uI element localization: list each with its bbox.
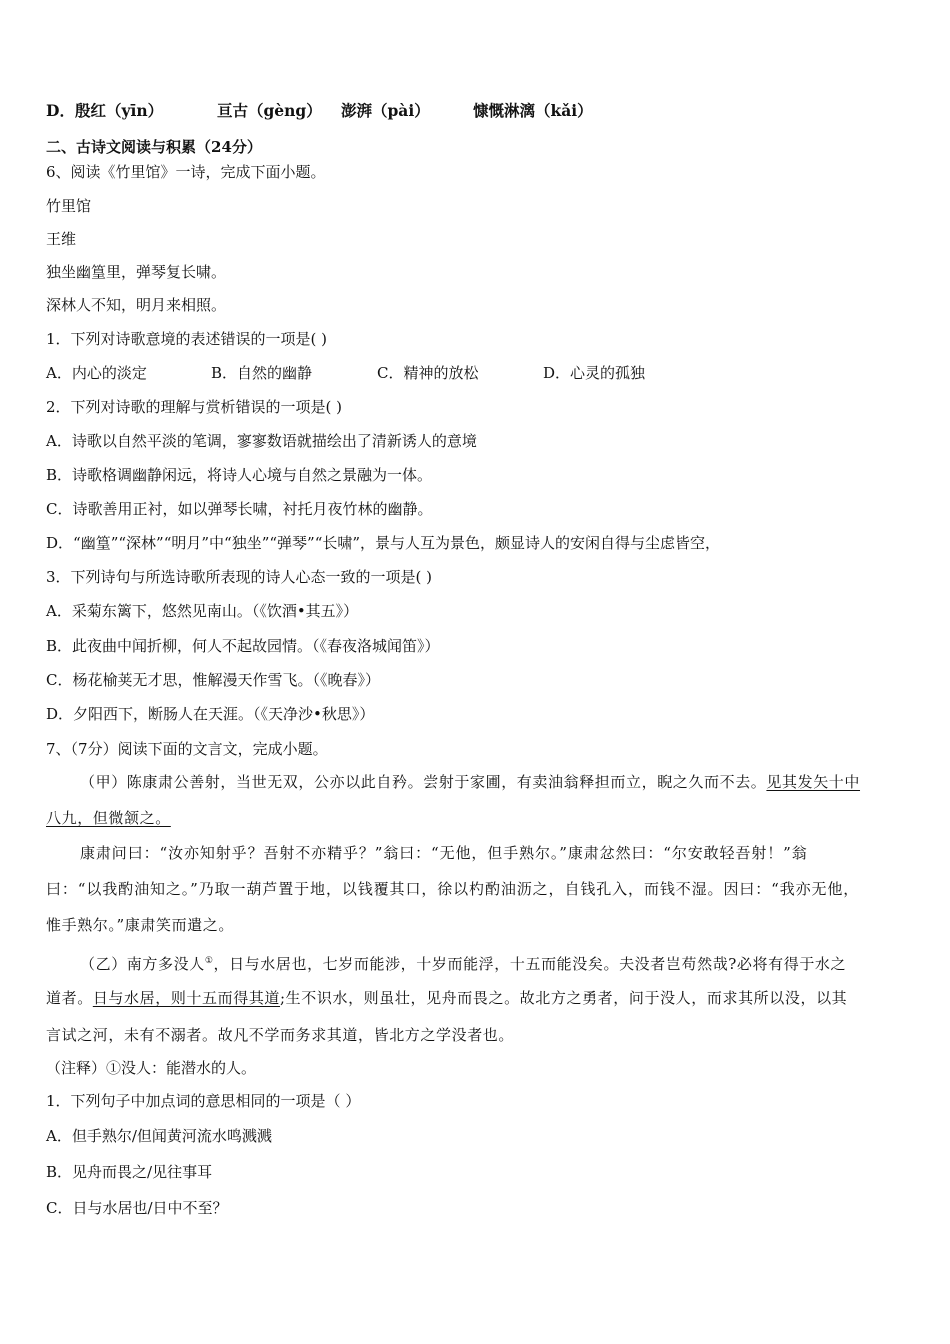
- q6-sub1-option: B．自然的幽静: [211, 364, 313, 382]
- q6-sub2-option-c: C．诗歌善用正衬，如以弹琴长啸，衬托月夜竹林的幽静。: [46, 500, 433, 518]
- q5-option-d-label: D．: [46, 101, 75, 120]
- yi-text: ;生不识水，则虽壮，见舟而畏之。故北方之勇者，问于没人，而求其所以没，以其: [280, 989, 848, 1007]
- section2-title: 二、古诗文阅读与积累（24分）: [46, 138, 262, 156]
- yi-text: （乙）南方多没人: [80, 955, 205, 973]
- jia-text: （甲）陈康肃公善射，当世无双，公亦以此自矜。尝射于家圃，有卖油翁释担而立，睨之久而不去。: [80, 773, 767, 791]
- q6-sub3-stem: 3．下列诗句与所选诗歌所表现的诗人心态一致的一项是( ): [46, 568, 433, 586]
- q7-prompt: 7、（7分）阅读下面的文言文，完成小题。: [46, 740, 328, 758]
- q5-option-d-item: 殷红（yīn）: [74, 101, 164, 120]
- q7-sub1-stem: 1．下列句子中加点词的意思相同的一项是（ ）: [46, 1092, 361, 1110]
- annotation-note: （注释）①没人：能潜水的人。: [46, 1059, 257, 1077]
- footnote-marker: ①: [204, 956, 214, 966]
- q5-option-d-item: 慷慨淋漓（kǎi）: [472, 101, 593, 120]
- q6-sub3-option-d: D．夕阳西下，断肠人在天涯。（《天净沙•秋思》）: [46, 705, 375, 723]
- yi-line-1: [80, 951, 846, 974]
- jia-paragraph-1-line-2: [46, 808, 171, 828]
- q6-sub2-option-a: A．诗歌以自然平淡的笔调，寥寥数语就描绘出了清新诱人的意境: [46, 432, 477, 450]
- q5-option-d-item: 亘古（gèng）: [216, 101, 322, 120]
- q6-prompt: 6、阅读《竹里馆》一诗，完成下面小题。: [46, 163, 326, 181]
- q7-sub1-option-c: C．日与水居也/日中不至？: [46, 1199, 228, 1217]
- q6-sub1-options: [46, 363, 645, 383]
- q7-sub1-option-b: B．见舟而畏之/见往事耳: [46, 1163, 213, 1181]
- jia-underlined-text: 见其发矢十中: [766, 773, 861, 791]
- yi-text: 道者。: [46, 989, 93, 1007]
- poem-line: 深林人不知，明月来相照。: [46, 296, 227, 314]
- jia-paragraph-2-line-2: 曰：“以我酌油知之。”乃取一葫芦置于地，以钱覆其口，徐以杓酌油沥之，自钱孔入，而钱不湿。因曰：“我亦无他，: [46, 880, 860, 898]
- poem-line: 独坐幽篁里，弹琴复长啸。: [46, 263, 227, 281]
- jia-paragraph-1-line-1: [80, 772, 860, 792]
- yi-line-2: [46, 988, 847, 1008]
- q6-sub2-option-d: D．“幽篁”“深林”“明月”中“独坐”“弹琴”“长啸”，景与人互为景色，颇显诗人的安闲自得与尘虑皆空，: [46, 534, 721, 552]
- jia-paragraph-2-line-1: 康肃问曰：“汝亦知射乎？吾射不亦精乎？”翁曰：“无他，但手熟尔。”康肃忿然曰：“尔安敢轻吾射！”翁: [80, 844, 808, 862]
- q6-sub3-option-b: B．此夜曲中闻折柳，何人不起故园情。（《春夜洛城闻笛》）: [46, 637, 440, 655]
- q6-sub1-option: C．精神的放松: [377, 364, 479, 382]
- yi-underlined-text: 日与水居，则十五而得其道: [92, 989, 281, 1007]
- yi-text: ，日与水居也，七岁而能涉，十岁而能浮，十五而能没矣。夫没者岂苟然哉?必将有得于水之: [213, 955, 847, 973]
- q6-sub1-stem: 1．下列对诗歌意境的表述错误的一项是( ): [46, 330, 328, 348]
- poem-author: 王维: [46, 230, 77, 248]
- q6-sub3-option-c: C．杨花榆荚无才思，惟解漫天作雪飞。（《晚春》）: [46, 671, 380, 689]
- q5-option-d-row: [46, 101, 593, 121]
- poem-title: 竹里馆: [46, 197, 92, 215]
- q6-sub2-stem: 2．下列对诗歌的理解与赏析错误的一项是( ): [46, 398, 343, 416]
- q5-option-d-item: 澎湃（pài）: [340, 101, 430, 120]
- q6-sub3-option-a: A．采菊东篱下，悠然见南山。（《饮酒•其五》）: [46, 602, 359, 620]
- jia-paragraph-2-line-3: 惟手熟尔。”康肃笑而遣之。: [46, 916, 234, 934]
- q6-sub2-option-b: B．诗歌格调幽静闲远，将诗人心境与自然之景融为一体。: [46, 466, 433, 484]
- jia-underlined-text: 八九，但微颔之。: [46, 809, 171, 827]
- q6-sub1-option: A．内心的淡定: [46, 364, 147, 382]
- q6-sub1-option: D．心灵的孤独: [543, 364, 646, 382]
- yi-line-3: 言试之河，未有不溺者。故凡不学而务求其道，皆北方之学没者也。: [46, 1026, 515, 1044]
- q7-sub1-option-a: A．但手熟尔/但闻黄河流水鸣溅溅: [46, 1127, 272, 1145]
